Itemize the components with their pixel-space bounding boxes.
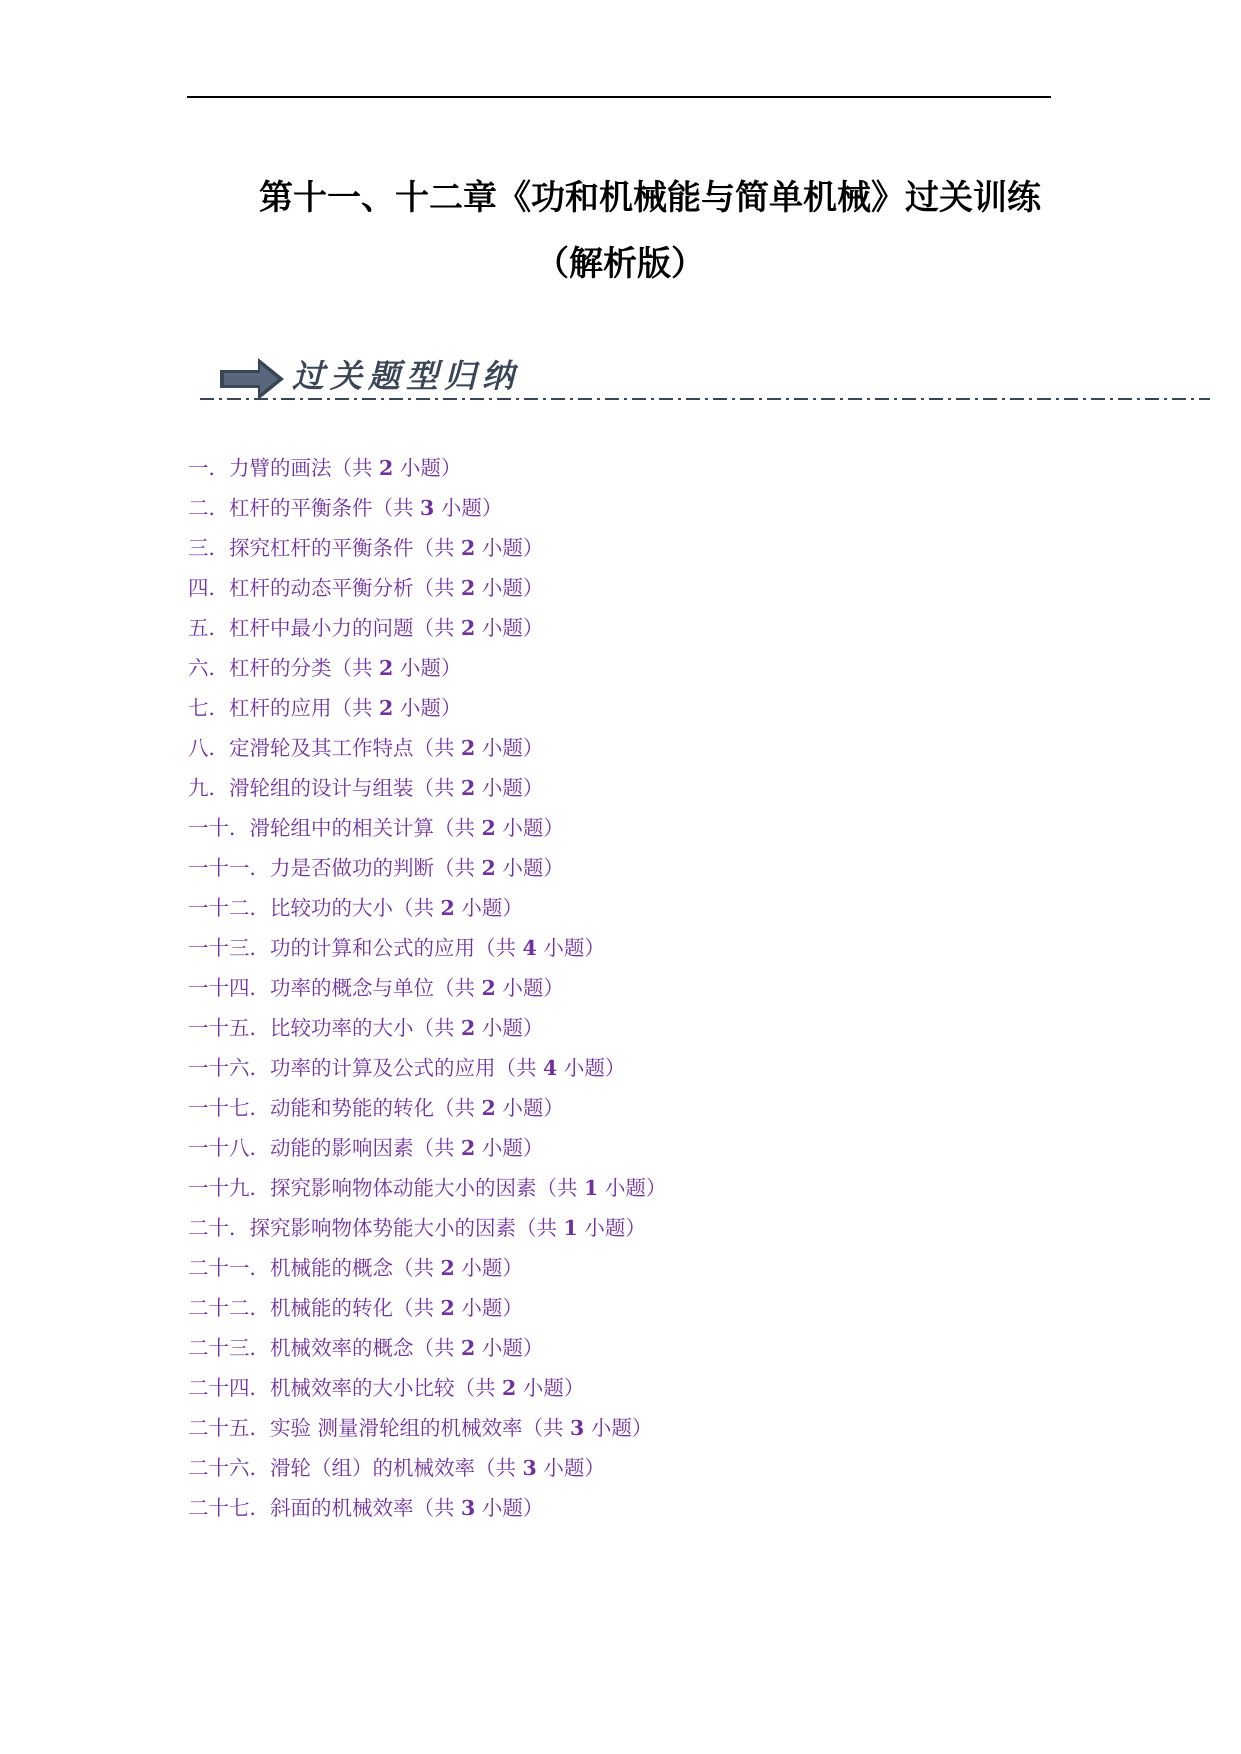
toc-item-suffix: 小题） — [461, 896, 523, 920]
section-title: 过关题型归纳 — [292, 357, 521, 395]
toc-item-count: 2 — [461, 576, 476, 600]
toc-item-label: 一十六．功率的计算及公式的应用（共 — [188, 1056, 537, 1080]
toc-item-label: 一十三．功的计算和公式的应用（共 — [188, 936, 516, 960]
toc-item-count: 2 — [461, 536, 476, 560]
toc-item-suffix: 小题） — [481, 1016, 544, 1040]
toc-item-count: 2 — [379, 456, 394, 480]
toc-item-count: 2 — [440, 896, 455, 920]
toc-item-label: 一．力臂的画法（共 — [188, 456, 373, 480]
toc-item-count: 3 — [420, 496, 435, 520]
toc-item-suffix: 小题） — [502, 816, 564, 840]
toc-item-suffix: 小题） — [481, 616, 544, 640]
section-divider — [200, 398, 1210, 400]
toc-item-label: 一十五．比较功率的大小（共 — [188, 1016, 455, 1040]
toc-item-count: 2 — [461, 736, 476, 760]
toc-item-label: 三．探究杠杆的平衡条件（共 — [188, 536, 455, 560]
toc-item-label: 一十二．比较功的大小（共 — [188, 896, 434, 920]
toc-item[interactable] — [188, 928, 666, 968]
toc-item-label: 一十四．功率的概念与单位（共 — [188, 976, 475, 1000]
toc-item-count: 2 — [481, 1096, 496, 1120]
toc-item[interactable] — [188, 568, 666, 608]
toc-item[interactable] — [188, 1368, 666, 1408]
header-rule — [187, 96, 1051, 98]
toc-item-count: 3 — [461, 1496, 476, 1520]
toc-item-label: 一十八．动能的影响因素（共 — [188, 1136, 455, 1160]
toc-item[interactable] — [188, 1048, 666, 1088]
toc-item-label: 二十一．机械能的概念（共 — [188, 1256, 434, 1280]
toc-item-suffix: 小题） — [590, 1416, 653, 1440]
toc-item-label: 八．定滑轮及其工作特点（共 — [188, 736, 455, 760]
toc-item-label: 五．杠杆中最小力的问题（共 — [188, 616, 455, 640]
toc-item[interactable] — [188, 608, 666, 648]
toc-item-suffix: 小题） — [502, 976, 564, 1000]
toc-item-label: 一十一．力是否做功的判断（共 — [188, 856, 475, 880]
toc-item-suffix: 小题） — [502, 856, 564, 880]
toc-item[interactable] — [188, 888, 666, 928]
toc-item-count: 4 — [543, 1056, 558, 1080]
toc-item-count: 1 — [584, 1176, 599, 1200]
toc-item-label: 二十三．机械效率的概念（共 — [188, 1336, 455, 1360]
toc-item-suffix: 小题） — [399, 656, 462, 680]
toc-item-suffix: 小题） — [399, 696, 462, 720]
toc-item-suffix: 小题） — [481, 1496, 544, 1520]
toc-item-label: 一十．滑轮组中的相关计算（共 — [188, 816, 475, 840]
toc-item-label: 二十六．滑轮（组）的机械效率（共 — [188, 1456, 516, 1480]
toc-item[interactable] — [188, 1248, 666, 1288]
toc-item[interactable] — [188, 768, 666, 808]
toc-item-suffix: 小题） — [461, 1256, 523, 1280]
toc-item-suffix: 小题） — [563, 1056, 626, 1080]
toc-item-count: 3 — [522, 1456, 537, 1480]
toc-item-label: 一十九．探究影响物体动能大小的因素（共 — [188, 1176, 578, 1200]
section-header — [200, 352, 1210, 408]
toc-item-label: 一十七．动能和势能的转化（共 — [188, 1096, 475, 1120]
toc-item-label: 二十二．机械能的转化（共 — [188, 1296, 434, 1320]
toc-item-count: 1 — [563, 1216, 578, 1240]
toc-item[interactable] — [188, 728, 666, 768]
toc-item-suffix: 小题） — [481, 736, 544, 760]
toc-item[interactable] — [188, 1288, 666, 1328]
toc-item[interactable] — [188, 808, 666, 848]
arrow-right-icon — [220, 358, 284, 400]
toc-item[interactable] — [188, 1128, 666, 1168]
toc-item-suffix: 小题） — [481, 536, 544, 560]
toc-item-suffix: 小题） — [543, 936, 605, 960]
toc-item-suffix: 小题） — [481, 576, 544, 600]
toc-item[interactable] — [188, 1088, 666, 1128]
toc-item[interactable] — [188, 528, 666, 568]
toc-item-suffix: 小题） — [522, 1376, 585, 1400]
toc-item[interactable] — [188, 1008, 666, 1048]
toc-item-count: 2 — [481, 856, 496, 880]
toc-item-count: 2 — [461, 776, 476, 800]
toc-item[interactable] — [188, 1328, 666, 1368]
toc-item[interactable] — [188, 1168, 666, 1208]
toc-item[interactable] — [188, 488, 666, 528]
toc-item-count: 2 — [461, 1136, 476, 1160]
toc-item-count: 2 — [379, 656, 394, 680]
toc-item-suffix: 小题） — [481, 1136, 544, 1160]
toc-item-count: 2 — [461, 1336, 476, 1360]
toc-item-suffix: 小题） — [481, 1336, 544, 1360]
toc-item-label: 二十五．实验 测量滑轮组的机械效率（共 — [188, 1416, 564, 1440]
toc-item-count: 2 — [440, 1296, 455, 1320]
toc-item-suffix: 小题） — [461, 1296, 523, 1320]
toc-item[interactable] — [188, 968, 666, 1008]
toc-item-label: 六．杠杆的分类（共 — [188, 656, 373, 680]
document-subtitle: （解析版） — [535, 244, 705, 284]
table-of-contents — [188, 448, 666, 1528]
toc-item-suffix: 小题） — [543, 1456, 605, 1480]
document-title: 第十一、十二章《功和机械能与简单机械》过关训练 — [259, 178, 1041, 218]
toc-item-label: 四．杠杆的动态平衡分析（共 — [188, 576, 455, 600]
toc-item-label: 九．滑轮组的设计与组装（共 — [188, 776, 455, 800]
toc-item-suffix: 小题） — [604, 1176, 667, 1200]
toc-item-count: 2 — [481, 816, 496, 840]
toc-item-suffix: 小题） — [584, 1216, 646, 1240]
toc-item-suffix: 小题） — [502, 1096, 564, 1120]
toc-item[interactable] — [188, 1488, 666, 1528]
toc-item[interactable] — [188, 1208, 666, 1248]
toc-item-count: 2 — [502, 1376, 517, 1400]
toc-item[interactable] — [188, 688, 666, 728]
toc-item-count: 2 — [461, 1016, 476, 1040]
toc-item-count: 2 — [461, 616, 476, 640]
toc-item-count: 3 — [570, 1416, 585, 1440]
toc-item-suffix: 小题） — [481, 776, 544, 800]
toc-item-label: 二十．探究影响物体势能大小的因素（共 — [188, 1216, 557, 1240]
toc-item-label: 二十四．机械效率的大小比较（共 — [188, 1376, 496, 1400]
toc-item-count: 2 — [379, 696, 394, 720]
toc-item[interactable] — [188, 1408, 666, 1448]
toc-item-label: 七．杠杆的应用（共 — [188, 696, 373, 720]
toc-item-label: 二十七．斜面的机械效率（共 — [188, 1496, 455, 1520]
toc-item[interactable] — [188, 448, 666, 488]
toc-item-count: 2 — [481, 976, 496, 1000]
toc-item-count: 2 — [440, 1256, 455, 1280]
toc-item-suffix: 小题） — [399, 456, 462, 480]
toc-item-label: 二．杠杆的平衡条件（共 — [188, 496, 414, 520]
toc-item[interactable] — [188, 1448, 666, 1488]
toc-item[interactable] — [188, 648, 666, 688]
toc-item-count: 4 — [522, 936, 537, 960]
toc-item-suffix: 小题） — [440, 496, 503, 520]
toc-item[interactable] — [188, 848, 666, 888]
